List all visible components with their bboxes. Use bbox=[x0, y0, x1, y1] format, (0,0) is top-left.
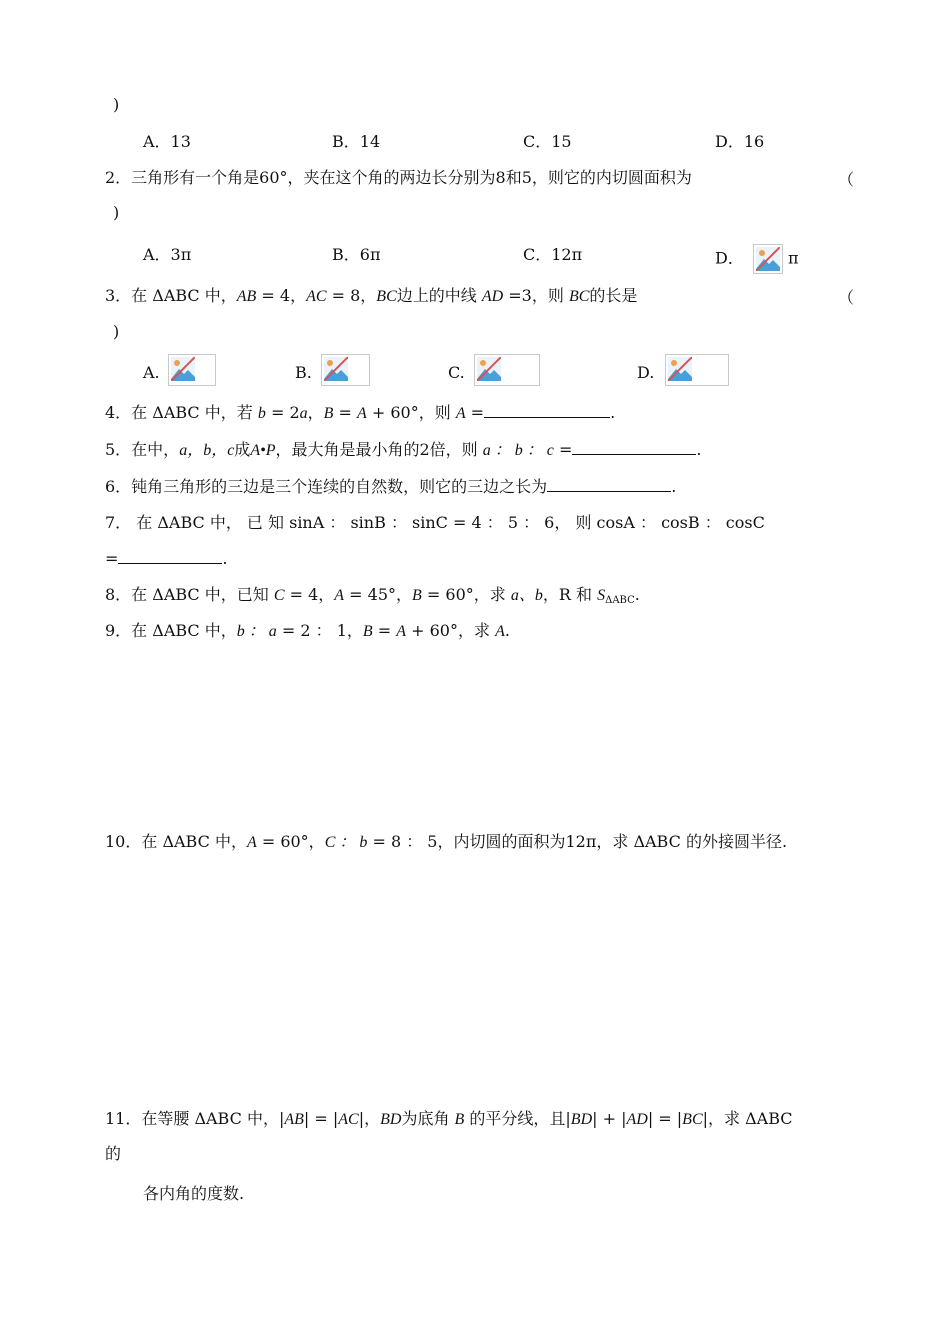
q11-var: BC bbox=[682, 1111, 703, 1128]
q4-var: B bbox=[323, 405, 334, 422]
q3-open-paren: （ bbox=[838, 288, 855, 307]
q4-var: b bbox=[257, 405, 266, 422]
q1-option-c: C．15 bbox=[523, 132, 572, 151]
q11-var: BD bbox=[380, 1111, 402, 1128]
q3-part: = 8， bbox=[326, 286, 377, 305]
q3-var-bc: BC bbox=[376, 288, 397, 305]
q11-line2: 的 bbox=[105, 1144, 122, 1163]
q10-part: = 60°， bbox=[256, 832, 325, 851]
q3-var-ab: AB bbox=[236, 288, 257, 305]
q1-close-paren: ) bbox=[113, 95, 120, 114]
q2-close-paren: ) bbox=[113, 203, 120, 222]
q7-part: = bbox=[105, 549, 119, 568]
q4-var: a bbox=[299, 405, 308, 422]
q3-option-d-label: D. bbox=[637, 363, 655, 382]
q2-text: 2．三角形有一个角是60°，夹在这个角的两边长分别为8和5，则它的内切圆面积为 bbox=[105, 168, 692, 187]
q4-text bbox=[105, 402, 615, 425]
q4-var: A bbox=[455, 405, 466, 422]
q9-part: . bbox=[504, 621, 510, 640]
q8-part: = 45°， bbox=[344, 585, 413, 604]
q11-part: |， bbox=[358, 1109, 381, 1128]
q10-part: = 8 ： 5，内切圆的面积为12π，求 ΔABC 的外接圆半径. bbox=[367, 832, 788, 851]
q7-text: 7． 在 ΔABC 中， 已 知 sinA ： sinB ： sinC = 4 ： 5 ： 6， 则 cosA ： cosB ： cosC bbox=[105, 513, 765, 532]
q11-text bbox=[105, 1108, 793, 1131]
q4-answer-blank[interactable] bbox=[484, 403, 610, 418]
q4-part: . bbox=[610, 403, 616, 422]
q10-ratio: C ： b bbox=[324, 834, 368, 851]
q2-option-d bbox=[715, 244, 799, 274]
q2-option-b: B．6π bbox=[332, 245, 381, 264]
q11-part: 为底角 bbox=[401, 1109, 455, 1128]
q3-close-paren: ) bbox=[113, 322, 120, 341]
q1-option-b: B．14 bbox=[332, 132, 381, 151]
q7-answer-blank[interactable] bbox=[118, 549, 222, 564]
q5-ap: A•P bbox=[250, 442, 276, 459]
q8-var: A bbox=[334, 587, 345, 604]
q4-part: ， bbox=[307, 403, 324, 422]
broken-image-icon bbox=[665, 354, 729, 386]
q9-part: + 60°，求 bbox=[406, 621, 496, 640]
q9-part: = 2 ： 1， bbox=[276, 621, 363, 640]
q2-open-paren: （ bbox=[838, 170, 855, 189]
q6-answer-blank[interactable] bbox=[547, 477, 671, 492]
q5-answer-blank[interactable] bbox=[572, 440, 696, 455]
q2-option-d-suffix: π bbox=[788, 248, 799, 268]
q8-var: a、b bbox=[510, 587, 543, 604]
q9-var: A bbox=[495, 623, 505, 640]
q4-part: = bbox=[465, 403, 485, 422]
q6-part: 6．钝角三角形的三边是三个连续的自然数，则它的三边之长为 bbox=[105, 477, 548, 496]
q2-option-a: A．3π bbox=[143, 245, 192, 264]
broken-image-icon bbox=[474, 354, 540, 386]
q6-part: . bbox=[671, 477, 677, 496]
q8-var-s: S bbox=[597, 587, 606, 604]
q3-var-ac: AC bbox=[306, 288, 327, 305]
broken-image-icon bbox=[753, 244, 783, 274]
q5-part: . bbox=[696, 440, 702, 459]
q11-var: AB bbox=[284, 1111, 304, 1128]
q1-option-a: A．13 bbox=[143, 132, 191, 151]
q8-var: B bbox=[412, 587, 422, 604]
q5-part: ，最大角是最小角的2倍，则 bbox=[275, 440, 483, 459]
q5-text bbox=[105, 439, 701, 462]
q2-option-d-label: D． bbox=[715, 248, 744, 268]
q11-part: 的平分线，且| bbox=[464, 1109, 571, 1128]
q5-part: 5．在中， bbox=[105, 440, 180, 459]
q7-part: . bbox=[222, 549, 228, 568]
q11-var: BD bbox=[570, 1111, 593, 1128]
q11-part: | + | bbox=[592, 1109, 627, 1128]
q5-part: 成 bbox=[234, 440, 251, 459]
q9-ratio: b ： a bbox=[236, 623, 277, 640]
q3-part: 边上的中线 bbox=[396, 286, 482, 305]
q3-part: = 4， bbox=[256, 286, 307, 305]
q10-var: A bbox=[246, 834, 257, 851]
q3-option-c-label: C. bbox=[448, 363, 465, 382]
q4-part: = bbox=[333, 403, 357, 422]
q3-var-bc: BC bbox=[568, 288, 590, 305]
q7-answer-line bbox=[105, 548, 228, 570]
q3-part: 的长是 bbox=[589, 286, 638, 305]
q10-part: 10．在 ΔABC 中， bbox=[105, 832, 247, 851]
q9-var: A bbox=[396, 623, 407, 640]
q3-option-a-label: A. bbox=[143, 363, 160, 382]
q8-text bbox=[105, 584, 640, 612]
q9-part: 9．在 ΔABC 中， bbox=[105, 621, 237, 640]
q4-part: = 2 bbox=[265, 403, 300, 422]
q8-part: . bbox=[634, 585, 640, 604]
q2-option-c: C．12π bbox=[523, 245, 583, 264]
q11-var: B bbox=[454, 1111, 465, 1128]
q11-var: AD bbox=[626, 1111, 648, 1128]
q9-part: = bbox=[372, 621, 397, 640]
q9-text bbox=[105, 620, 510, 643]
broken-image-icon bbox=[168, 354, 216, 386]
q5-ratio: a ： b ： c bbox=[482, 442, 554, 459]
q5-vars: a，b，c bbox=[179, 442, 235, 459]
q4-part: + 60°，则 bbox=[366, 403, 456, 422]
q11-part: | = | bbox=[647, 1109, 683, 1128]
q11-var: AC bbox=[338, 1111, 359, 1128]
q3-var-ad: AD bbox=[481, 288, 504, 305]
q5-part: = bbox=[553, 440, 573, 459]
q3-text bbox=[105, 285, 637, 308]
q3-part: 3．在 ΔABC 中， bbox=[105, 286, 237, 305]
q8-part: 8．在 ΔABC 中，已知 bbox=[105, 585, 274, 604]
q6-text bbox=[105, 476, 676, 498]
q3-part: =3，则 bbox=[503, 286, 569, 305]
q3-option-b-label: B. bbox=[295, 363, 312, 382]
broken-image-icon bbox=[321, 354, 370, 386]
q8-part: = 60°，求 bbox=[421, 585, 511, 604]
q8-part: = 4， bbox=[284, 585, 335, 604]
q1-option-d: D．16 bbox=[715, 132, 765, 151]
q4-part: 4．在 ΔABC 中，若 bbox=[105, 403, 258, 422]
q8-subscript: ΔABC bbox=[605, 595, 635, 606]
q8-part: ，R 和 bbox=[542, 585, 598, 604]
q11-part: |，求 ΔABC bbox=[702, 1109, 793, 1128]
q11-part: | = | bbox=[303, 1109, 339, 1128]
q9-var: B bbox=[362, 623, 373, 640]
q10-text bbox=[105, 831, 787, 854]
q11-part: 11．在等腰 ΔABC 中，| bbox=[105, 1109, 285, 1128]
q4-var: A bbox=[357, 405, 367, 422]
q11-line3: 各内角的度数. bbox=[143, 1184, 245, 1203]
q8-var: C bbox=[273, 587, 285, 604]
